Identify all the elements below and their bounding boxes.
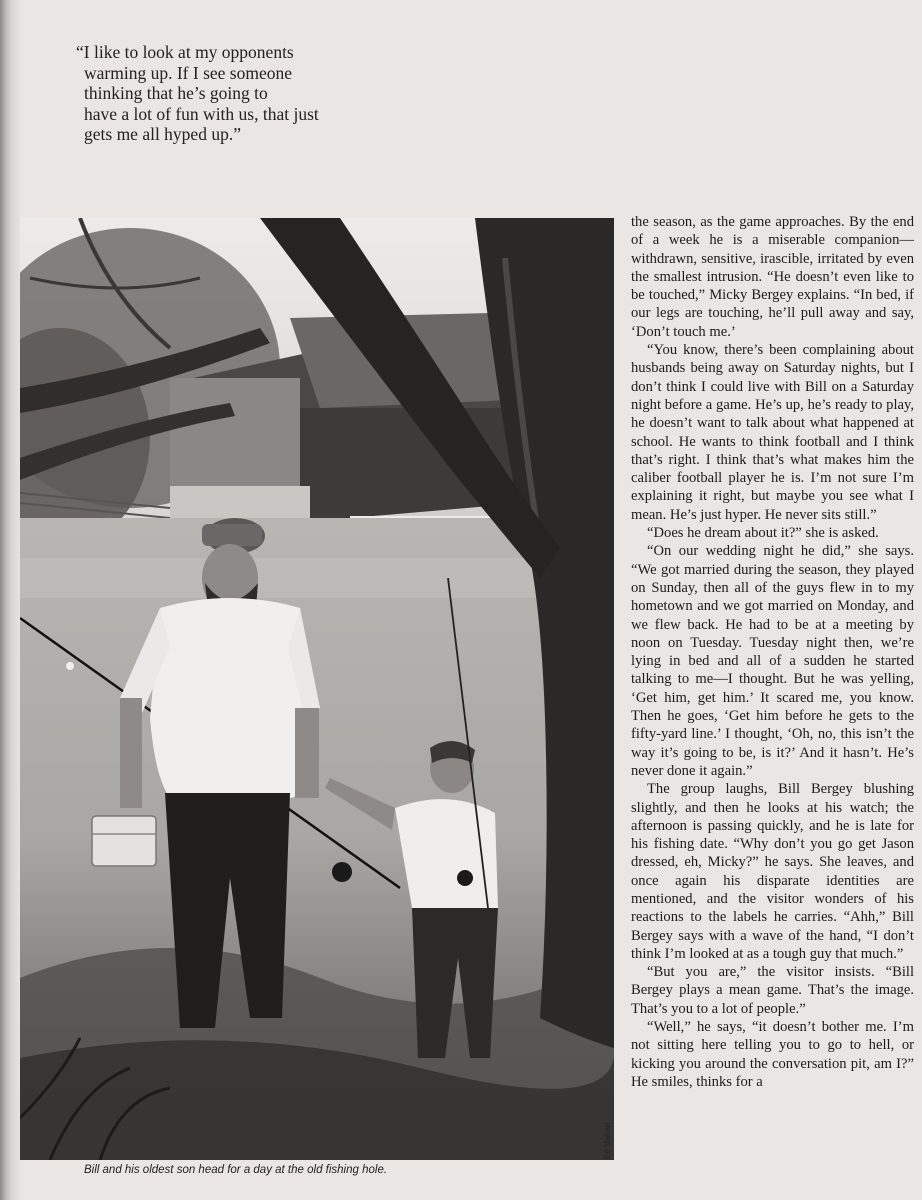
article-paragraph: “You know, there’s been complaining about husbands being away on Saturday nights, but I don’t think I could live with Bill on a Saturday night before a game. He’s up, he’s ready to play, he doesn’t want to talk about what happened at school. He wants to think football and I think that’s right. I think that’s what makes him the caliber football player he is. I’m not sure I’m explaining it right, but maybe you see what I mean. He’s just hyper. He never sits still.” bbox=[631, 342, 914, 523]
page-binding-edge bbox=[0, 0, 20, 1200]
article-paragraph: “Well,” he says, “it doesn’t bother me. I’m not sitting here telling you to go to hell, or kicking you around the conversation pit, am I?” He smiles, thinks for a bbox=[631, 1019, 914, 1090]
article-column bbox=[631, 213, 914, 1091]
article-paragraph: “But you are,” the visitor insists. “Bill Bergey plays a mean game. That’s the image. That’s you to a lot of people.” bbox=[631, 964, 914, 1017]
article-paragraph: The group laughs, Bill Bergey blushing slightly, and then he looks at his watch; the afternoon is passing quickly, and he is late for his fishing date. “Why don’t you go get Jason dressed, eh, Micky?” he says. She leaves, and once again his disparate identities are mentioned, and the visitor wonders of his reactions to the labels he carries. “Ahh,” Bill Bergey says with a wave of the hand, “I don’t think I’m looked at as a tough guy that much.” bbox=[631, 781, 914, 962]
pull-quote-line: gets me all hyped up.” bbox=[84, 124, 241, 144]
article-paragraph: “On our wedding night he did,” she says. “We got married during the season, they played on Sunday, then all of the guys flew in to my hometown and we got married on Monday, and we flew back. He had to be at a meeting by noon on Tuesday. Tuesday night then, we’re lying in bed and all of a sudden he started talking to me—I thought. But he was yelling, ‘Get him, get him.’ It scared me, you know. Then he goes, ‘Get him before he gets to the fifty-yard line.’ I thought, ‘Oh, no, this isn’t the way it’s going to be, is it?’ And it hasn’t. He’s never done it again.” bbox=[631, 543, 914, 779]
pull-quote-line: thinking that he’s going to bbox=[84, 83, 268, 103]
pull-quote-line: warming up. If I see someone bbox=[84, 62, 292, 83]
pull-quote-line: “I like to look at my opponents bbox=[76, 42, 294, 62]
article-paragraph: the season, as the game approaches. By the end of a week he is a miserable companion—withdrawn, sensitive, irascible, irritated by even the smallest intrusion. “He doesn’t even like to be touched,” Micky Bergey explains. “In bed, if our legs are touching, he’ll pull away and say, ‘Don’t touch me.’ bbox=[631, 214, 914, 340]
photograph-father-and-son-fishing bbox=[20, 218, 614, 1160]
article-paragraph: “Does he dream about it?” she is asked. bbox=[647, 525, 879, 542]
pull-quote-line: have a lot of fun with us, that just bbox=[84, 103, 319, 124]
photo-credit: Ed Mahan bbox=[603, 1122, 612, 1160]
pull-quote bbox=[76, 42, 376, 145]
photo-caption: Bill and his oldest son head for a day at the old fishing hole. bbox=[84, 1164, 388, 1176]
